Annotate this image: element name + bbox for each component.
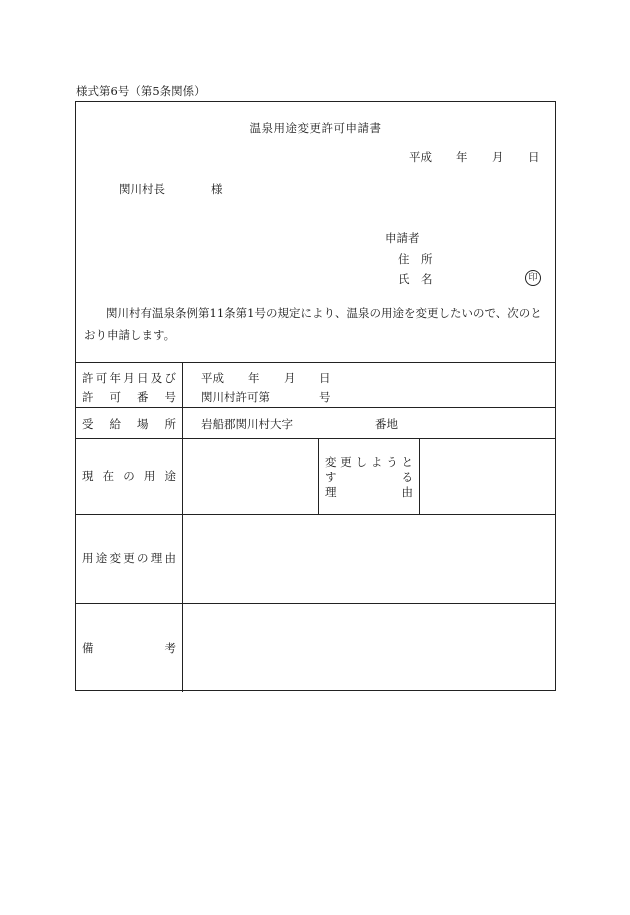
form-title: 温泉用途変更許可申請書: [249, 121, 382, 135]
permit-date-month: 月: [284, 371, 296, 385]
supply-place-address: 岩船郡関川村大字: [201, 417, 293, 431]
reason-label-divider: [419, 438, 420, 514]
change-reason-label: 用 途 変 更 の 理 由: [82, 551, 176, 565]
date-era: 平成: [409, 150, 432, 164]
permit-date-label: 許 可 年 月 日 及 び: [82, 371, 176, 385]
application-statement: 関川村有温泉条例第11条第1号の規定により、温泉の用途を変更したいので、次のとおり申請します。: [84, 306, 542, 342]
table-top-border: [76, 362, 555, 363]
application-form: [75, 101, 556, 691]
seal-mark: 印: [525, 270, 541, 286]
date-day-unit: 日: [528, 150, 540, 164]
applicant-label: 申請者: [385, 231, 420, 245]
label-column-divider: [182, 362, 183, 692]
permit-number-prefix: 関川村許可第: [201, 390, 270, 404]
name-label-char-2: 名: [421, 272, 433, 286]
form-number: 様式第6号（第5条関係）: [76, 84, 206, 98]
row-divider-2: [76, 438, 555, 439]
row-divider-1: [76, 407, 555, 408]
row-divider-4: [76, 603, 555, 604]
supply-place-suffix: 番地: [375, 417, 398, 431]
addressee-name: 関川村長: [119, 182, 165, 196]
permit-date-year: 年: [248, 371, 260, 385]
row-divider-3: [76, 514, 555, 515]
current-use-label: 現 在 の 用 途: [82, 469, 176, 483]
permit-date-era: 平成: [201, 371, 224, 385]
permit-number-label: 許 可 番 号: [82, 390, 176, 404]
address-label-char-1: 住: [398, 252, 410, 266]
supply-place-label: 受 給 場 所: [82, 417, 176, 431]
addressee-honorific: 様: [211, 182, 223, 196]
change-reason-short-line2: す る: [325, 470, 413, 484]
permit-number-suffix: 号: [319, 390, 331, 404]
current-use-divider: [318, 438, 319, 514]
change-reason-short-line1: 変 更 し よ う と: [325, 455, 413, 469]
address-label-char-2: 所: [421, 252, 433, 266]
name-label-char-1: 氏: [398, 272, 410, 286]
change-reason-short-line3: 理 由: [325, 485, 413, 499]
remarks-label: 備 考: [82, 641, 176, 655]
date-month-unit: 月: [492, 150, 504, 164]
permit-date-day: 日: [319, 371, 331, 385]
date-year-unit: 年: [456, 150, 468, 164]
